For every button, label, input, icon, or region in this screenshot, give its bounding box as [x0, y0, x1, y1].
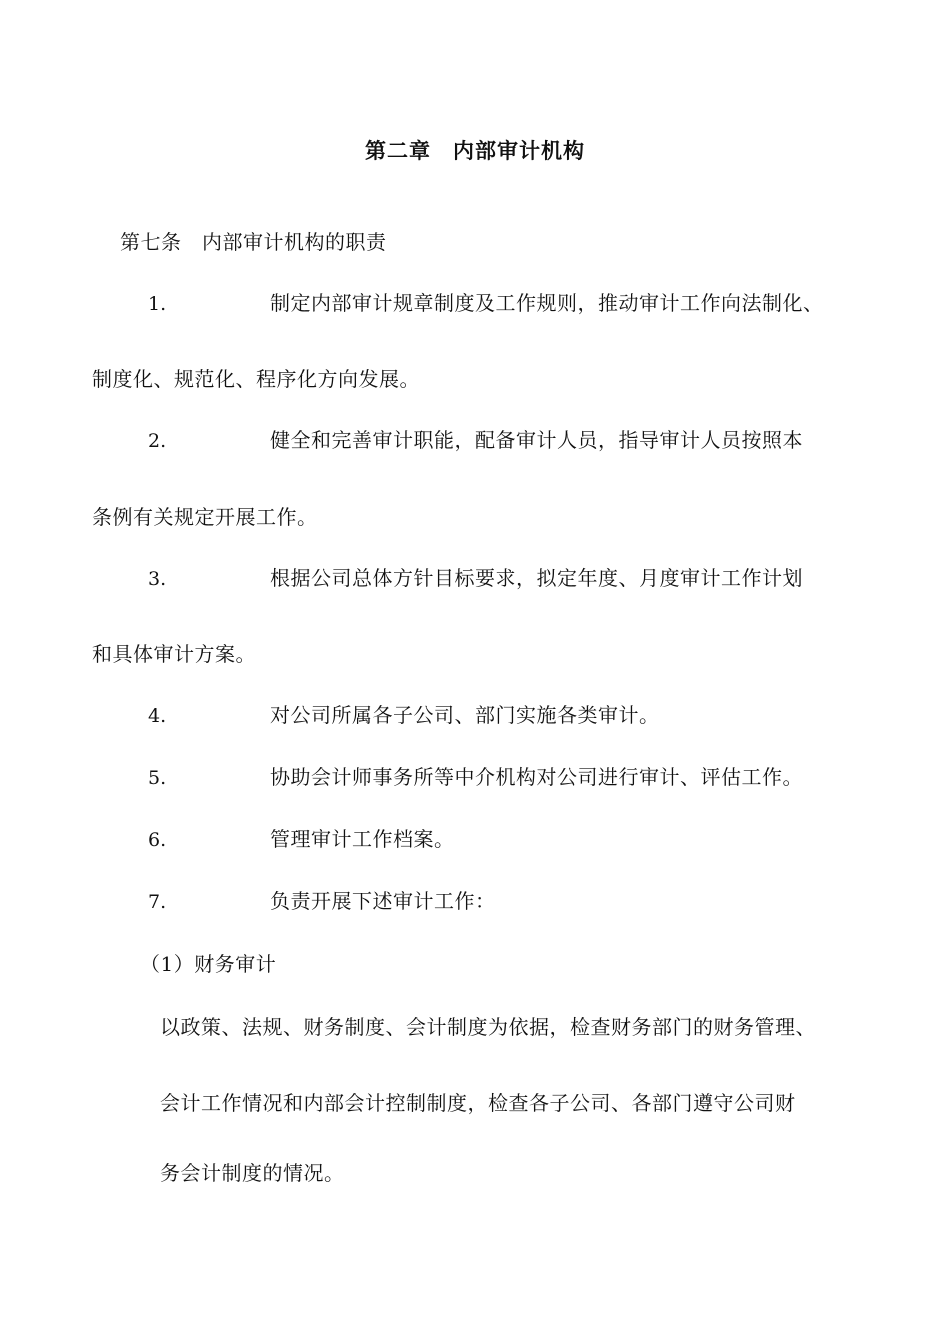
item-text: 制定内部审计规章制度及工作规则，推动审计工作向法制化、 [270, 291, 824, 315]
chapter-title: 第二章 内部审计机构 [365, 139, 585, 163]
item-text: 根据公司总体方针目标要求，拟定年度、月度审计工作计划 [270, 566, 803, 590]
sub-heading: （1）财务审计 [140, 952, 277, 976]
item-number: 7. [148, 891, 167, 913]
item-number: 1. [148, 293, 167, 315]
item-text: 协助会计师事务所等中介机构对公司进行审计、评估工作。 [270, 765, 803, 789]
item-text-continuation: 条例有关规定开展工作。 [92, 505, 318, 529]
paragraph-line: 务会计制度的情况。 [160, 1161, 345, 1185]
item-number: 2. [148, 430, 167, 452]
item-number: 3. [148, 568, 167, 590]
item-text: 健全和完善审计职能，配备审计人员，指导审计人员按照本 [270, 428, 803, 452]
item-text: 管理审计工作档案。 [270, 827, 455, 851]
item-number: 5. [148, 767, 167, 789]
item-text-continuation: 制度化、规范化、程序化方向发展。 [92, 367, 420, 391]
paragraph-line: 以政策、法规、财务制度、会计制度为依据，检查财务部门的财务管理、 [160, 1015, 816, 1039]
item-text-continuation: 和具体审计方案。 [92, 642, 256, 666]
article-heading: 第七条 内部审计机构的职责 [120, 230, 387, 254]
item-text: 对公司所属各子公司、部门实施各类审计。 [270, 703, 660, 727]
item-number: 4. [148, 705, 167, 727]
item-text: 负责开展下述审计工作： [270, 889, 496, 913]
paragraph-line: 会计工作情况和内部会计控制制度，检查各子公司、各部门遵守公司财 [160, 1091, 796, 1115]
item-number: 6. [148, 829, 167, 851]
